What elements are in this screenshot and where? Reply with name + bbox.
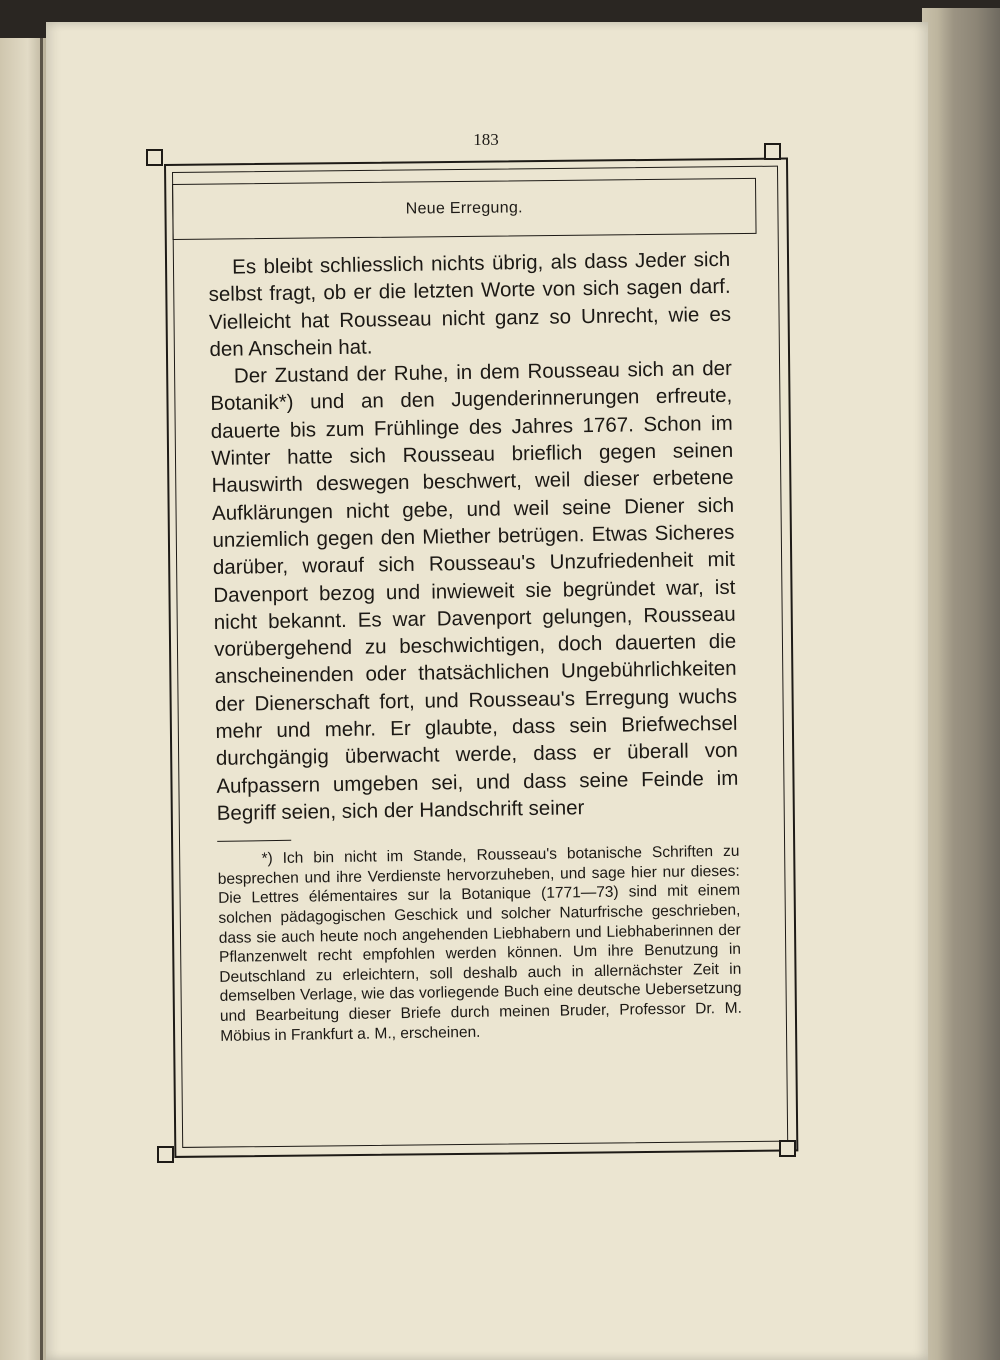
frame-corner-bottom-right	[779, 1140, 796, 1157]
frame-corner-top-left	[146, 149, 163, 166]
book-spine	[40, 38, 43, 1360]
frame-corner-top-right	[764, 143, 781, 160]
footnote-text: *) Ich bin nicht im Stande, Rousseau's botanische Schriften zu besprechen und ihre Verdienste hervorzuheben, und sage hier nur dieses: Die Lettres élémentaires sur la Botanique (1771—73) sind mit einem solchen pädagogischen Geschick und solcher Naturfrische geschrieben, dass sie auch heute noch angehenden Liebhabern und Liebhaberinnen der Pflanzenwelt recht empfohlen werden können. Um ihre Benutzung in Deutschland zu erleichtern, soll deshalb auch in allernächster Zeit in demselben Verlage, wie das vorliegende Buch eine deutsche Uebersetzung und Bearbeitung dieser Briefe durch meinen Bruder, Professor Dr. M. Möbius in Frankfurt a. M., erscheinen.	[217, 842, 743, 1045]
footnote-rule	[217, 840, 291, 842]
book-page	[46, 22, 928, 1360]
page-number: 183	[473, 130, 499, 149]
body-paragraph: Der Zustand der Ruhe, in dem Rousseau sich an der Botanik*) und an den Jugenderinnerungen erfreute, dauerte bis zum Frühlinge des Jahres 1767. Schon im Winter hatte sich Rousseau brieflich gegen seinen Hauswirth deswegen beschwert, weil dieser erbetene Aufklärungen nicht gebe, und weil seine Diener sich unziemlich gegen den Miether betrügen. Etwas Sicheres darüber, worauf sich Rousseau's Unzufriedenheit mit Davenport bezog und inwieweit sie begründet war, ist nicht bekannt. Es war Davenport gelungen, Rousseau vorübergehend zu beschwichtigen, doch dauerten die anscheinenden oder thatsächlichen Ungebührlichkeiten der Dienerschaft fort, und Rousseau's Erregung wuchs mehr und mehr. Er glaubte, dass sein Briefwechsel durchgängig überwacht werde, dass er überall von Aufpassern umgeben sei, und dass seine Feinde im Begriff seien, sich der Handschrift seiner	[210, 356, 739, 825]
running-header: Neue Erregung.	[405, 199, 523, 218]
right-page-edges	[922, 8, 1000, 1360]
running-header-box	[172, 178, 757, 240]
body-paragraph: Es bleibt schliesslich nichts übrig, als dass Jeder sich selbst fragt, ob er die letzten Worte von sich sagen darf. Vielleicht hat Rousseau nicht ganz so Unrecht, wie es den Anschein hat.	[208, 247, 732, 361]
footnote	[217, 842, 742, 1046]
main-text-block	[208, 246, 742, 1046]
frame-corner-bottom-left	[157, 1146, 174, 1163]
